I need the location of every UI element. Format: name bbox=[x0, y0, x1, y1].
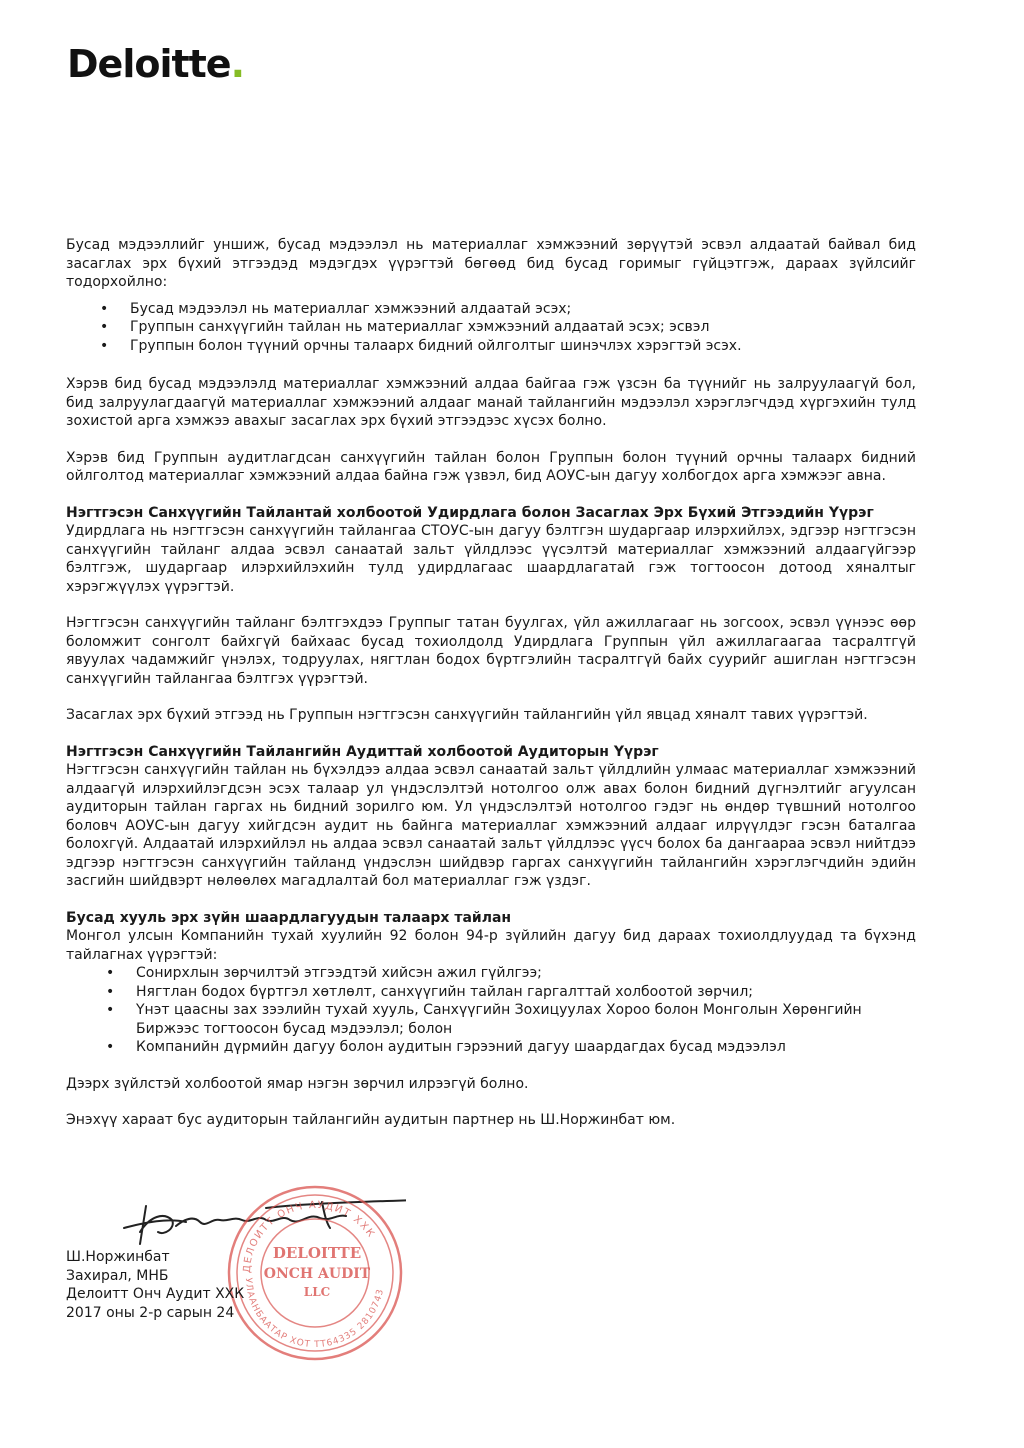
paragraph-group-misstatement: Хэрэв бид Группын аудитлагдсан санхүүгийн тайлан болон Группын болон түүний орчны талаарх бидний ойлголтод материаллаг хэмжээний алдаа байна гэж үзвэл, бид АОУС-ын дагуу холбогдох арга хэмжээг авна. bbox=[66, 449, 916, 484]
stamp-line-2: ONCH AUDIT bbox=[263, 1266, 371, 1282]
signatory-block bbox=[66, 1248, 244, 1322]
stamp-line-3: LLC bbox=[303, 1285, 331, 1299]
paragraph-going-concern: Нэгтгэсэн санхүүгийн тайланг бэлтгэхдээ Группыг татан буулгах, үйл ажиллагааг нь зогсоох, эсвэл үүнээс өөр боломжит сонголт байхгүй байхаас бусад тохиолдолд Удирдлага Группын үйл ажиллагаагаа тасралтгүй явуулах чадамжийг үнэлэх, тодруулах, нягтлан бодох бүртгэлийн тасралтгүй байх суурийг ашиглан нэгтгэсэн санхүүгийн тайлангаа бэлтгэх үүрэгтэй. bbox=[66, 615, 916, 687]
heading-management-responsibility: Нэгтгэсэн Санхүүгийн Тайлантай холбоотой Удирдлага болон Засаглах Эрх Бүхий Этгээдийн Үүрэг bbox=[66, 504, 874, 521]
list-item: • Группын санхүүгийн тайлан нь материаллаг хэмжээний алдаатай эсэх; эсвэл bbox=[66, 318, 916, 337]
logo-dot: . bbox=[230, 42, 245, 86]
legal-bullet-list bbox=[66, 964, 916, 1057]
paragraph-management-duty: Удирдлага нь нэгтгэсэн санхүүгийн тайлангаа СТОУС-ын дагуу бэлтгэн шударгаар илэрхийлэх, эдгээр нэгтгэсэн санхүүгийн тайланг алдаа эсвэл санаатай зальт үйлдлээс үүсэлтэй материаллаг хэмжээний алдаагүйгээр бэлтгэж, шударгаар илэрхийлэхийн тулд удирдлагаас шаардлагатай гэж тогтоосон дотоод хяналтыг хэрэгжүүлэх үүрэгтэй. bbox=[66, 523, 916, 595]
list-item: • Сонирхлын зөрчилтэй этгээдтэй хийсэн ажил гүйлгээ; bbox=[66, 964, 916, 983]
paragraph-no-violations: Дээрх зүйлстэй холбоотой ямар нэгэн зөрчил илрээгүй болно. bbox=[66, 1075, 529, 1092]
list-item: • Компанийн дүрмийн дагуу болон аудитын гэрээний дагуу шаардагдах бусад мэдээлэл bbox=[66, 1038, 916, 1057]
paragraph-misstatement: Хэрэв бид бусад мэдээлэлд материаллаг хэмжээний алдаа байгаа гэж үзсэн ба түүнийг нь залруулаагүй бол, бид залруулагдаагүй материаллаг хэмжээний алдааг манай тайлангийн мэдээлэл хэрэглэгчдэд хүргэхийн тулд зохистой арга хэмжээ авахыг засаглах эрх бүхий этгээдээс хүсэх болно. bbox=[66, 376, 916, 429]
paragraph-audit-objective: Нэгтгэсэн санхүүгийн тайлан нь бүхэлдээ алдаа эсвэл санаатай зальт үйлдлийн улмаас материаллаг хэмжээний алдаагүй илэрхийлэгдсэн эсэх талаар ул үндэслэлтэй нотолгоо олж авах болон бидний дүгнэлтийг агуулсан аудиторын тайлан гаргах нь бидний зорилго юм. Ул үндэслэлтэй нотолгоо гэдэг нь өндөр түвшний нотолгоо боловч АОУС-ын дагуу хийгдсэн аудит нь байнга материаллаг хэмжээний алдааг илрүүлдэг гэсэн баталгаа болохгүй. Алдаатай илэрхийлэл нь алдаа эсвэл санаатай зальт үйлдлээс үүсч болох ба дангаараа эсвэл нийтдээ эдгээр нэгтгэсэн санхүүгийн тайланд үндэслэн шийдвэр гаргах санхүүгийн тайлангийн хэрэглэгчдийн эдийн засгийн шийдвэрт нөлөөлөх магадлалтай бол материаллаг гэж үздэг. bbox=[66, 762, 916, 889]
signatory-company: Делоитт Онч Аудит ХХК bbox=[66, 1286, 245, 1302]
signature-area bbox=[66, 1192, 466, 1392]
stamp-ring-bottom: УЛААНБААТАР ХОТ ТТ64335 2810743 bbox=[242, 1277, 387, 1351]
list-item: • Нягтлан бодох бүртгэл хөтлөлт, санхүүгийн тайлан гаргалттай холбоотой зөрчил; bbox=[66, 983, 916, 1002]
signatory-title: Захирал, МНБ bbox=[66, 1267, 169, 1284]
stamp-ring-top: ДЕЛОИТТ ОНЧ АУДИТ ХХК bbox=[241, 1199, 377, 1274]
paragraph-legal-basis: Монгол улсын Компанийн тухай хуулийн 92 болон 94-р зүйлийн дагуу бид дараах тохиолдлуудад та бүхэнд тайлагнах үүрэгтэй: bbox=[66, 928, 916, 963]
report-body bbox=[66, 236, 916, 1148]
heading-auditor-responsibility: Нэгтгэсэн Санхүүгийн Тайлангийн Аудиттай холбоотой Аудиторын Үүрэг bbox=[66, 743, 659, 760]
signatory-name: Ш.Норжинбат bbox=[66, 1249, 170, 1265]
heading-other-legal-requirements: Бусад хууль эрх зүйн шаардлагуудын талаарх тайлан bbox=[66, 909, 512, 926]
list-item: • Бусад мэдээлэл нь материаллаг хэмжээний алдаатай эсэх; bbox=[66, 300, 916, 319]
signature-date: 2017 оны 2-р сарын 24 bbox=[66, 1304, 235, 1321]
paragraph-governance-oversight: Засаглах эрх бүхий этгээд нь Группын нэгтгэсэн санхүүгийн тайлангийн үйл явцад хяналт тавих үүрэгтэй. bbox=[66, 707, 868, 723]
list-item: • Үнэт цаасны зах зээлийн тухай хууль, Санхүүгийн Зохицуулах Хороо болон Монголын Хөрөнгийн Биржээс тогтоосон бусад мэдээлэл; болон bbox=[66, 1001, 916, 1038]
intro-paragraph: Бусад мэдээллийг уншиж, бусад мэдээлэл нь материаллаг хэмжээний зөрүүтэй эсвэл алдаатай байвал бид засаглах эрх бүхий этгээдэд мэдэгдэх үүрэгтэй бөгөөд бид бусад горимыг гүйцэтгэж, дараах зүйлсийг тодорхойлно: bbox=[66, 237, 916, 290]
list-item: • Группын болон түүний орчны талаарх бидний ойлголтыг шинэчлэх хэрэгтэй эсэх. bbox=[66, 337, 916, 356]
other-info-bullet-list bbox=[66, 300, 916, 356]
deloitte-logo bbox=[67, 42, 244, 86]
paragraph-audit-partner: Энэхүү хараат бус аудиторын тайлангийн аудитын партнер нь Ш.Норжинбат юм. bbox=[66, 1112, 676, 1128]
logo-text: Deloitte bbox=[67, 42, 231, 86]
company-seal-stamp bbox=[220, 1178, 410, 1368]
stamp-line-1: DELOITTE bbox=[272, 1244, 362, 1262]
